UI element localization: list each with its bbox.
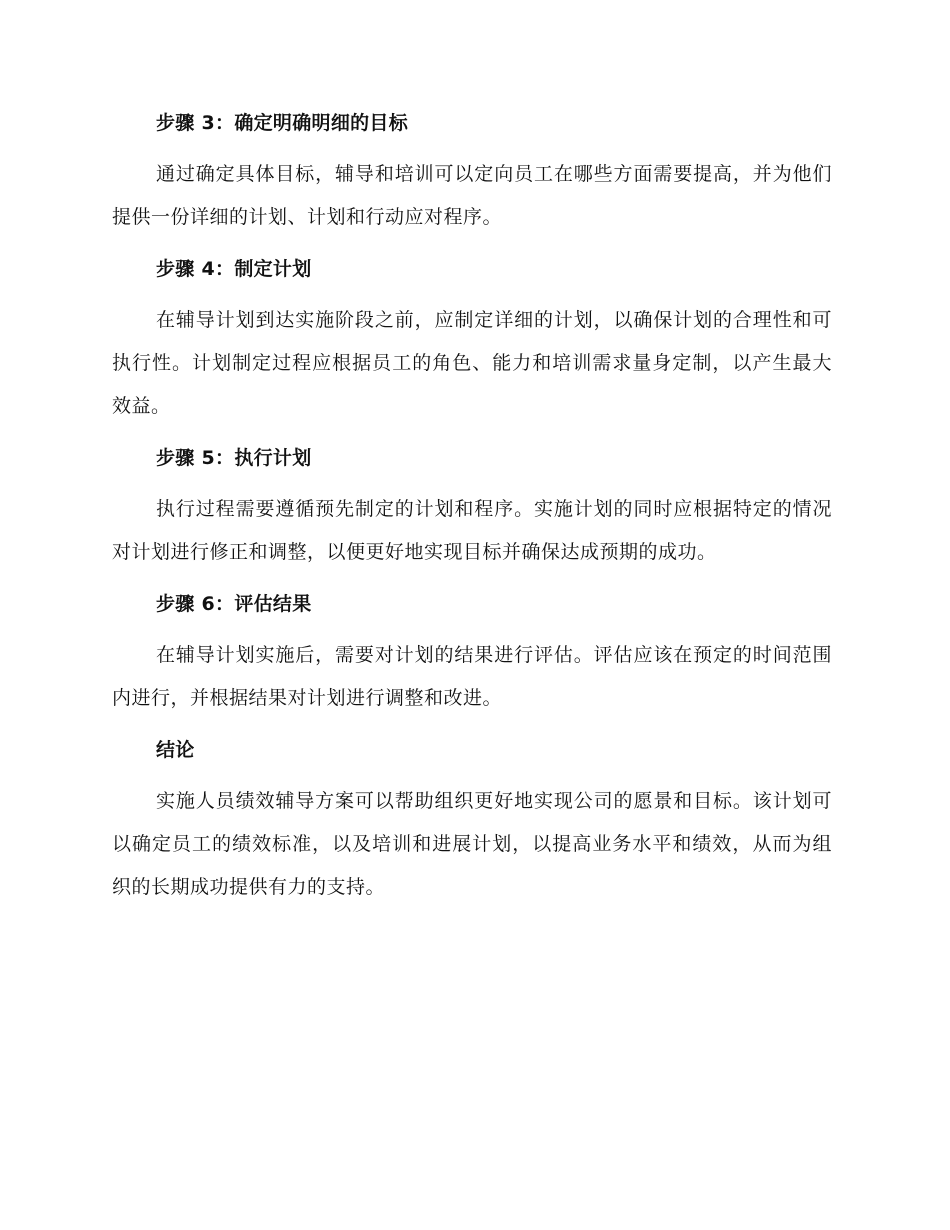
section-step-6	[112, 589, 832, 720]
section-heading: 结论	[156, 739, 195, 761]
section-paragraph: 执行过程需要遵循预先制定的计划和程序。实施计划的同时应根据特定的情况对计划进行修正和调整，以便更好地实现目标并确保达成预期的成功。	[112, 498, 832, 563]
document-content	[112, 108, 832, 924]
section-heading: 步骤 4：制定计划	[156, 258, 312, 280]
section-heading: 步骤 6：评估结果	[156, 593, 312, 615]
section-heading: 步骤 3：确定明确明细的目标	[156, 112, 409, 134]
section-step-3	[112, 108, 832, 239]
section-paragraph: 通过确定具体目标，辅导和培训可以定向员工在哪些方面需要提高，并为他们提供一份详细的计划、计划和行动应对程序。	[112, 163, 832, 228]
section-paragraph: 在辅导计划到达实施阶段之前，应制定详细的计划，以确保计划的合理性和可执行性。计划制定过程应根据员工的角色、能力和培训需求量身定制，以产生最大效益。	[112, 309, 832, 417]
section-step-4	[112, 254, 832, 428]
section-conclusion	[112, 735, 832, 909]
section-paragraph: 实施人员绩效辅导方案可以帮助组织更好地实现公司的愿景和目标。该计划可以确定员工的绩效标准，以及培训和进展计划，以提高业务水平和绩效，从而为组织的长期成功提供有力的支持。	[112, 790, 832, 898]
section-step-5	[112, 443, 832, 574]
section-heading: 步骤 5：执行计划	[156, 447, 312, 469]
section-paragraph: 在辅导计划实施后，需要对计划的结果进行评估。评估应该在预定的时间范围内进行，并根据结果对计划进行调整和改进。	[112, 644, 832, 709]
